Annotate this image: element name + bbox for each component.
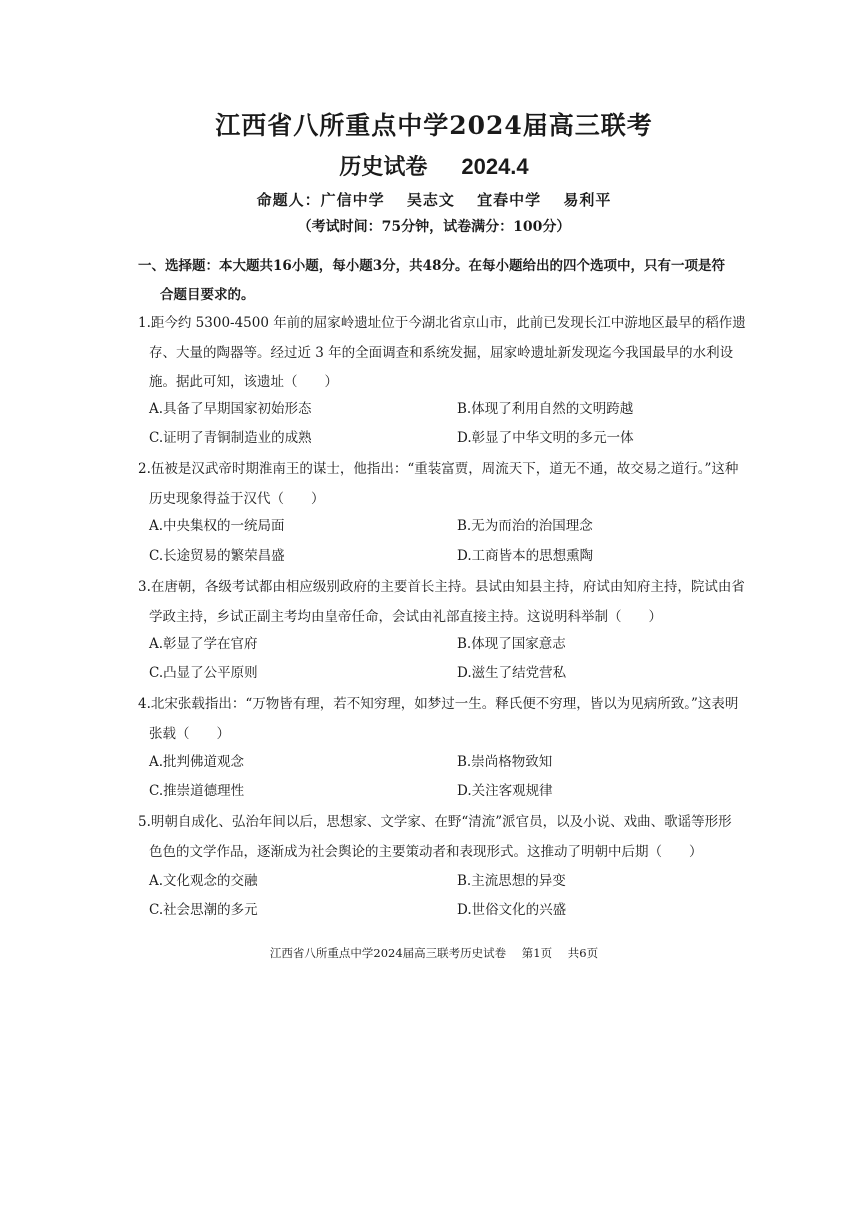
question-2-option-b: B.无为而治的治国理念 — [457, 518, 593, 534]
question-2-line-1: 2.伍被是汉武帝时期淮南王的谋士，他指出：“重装富贾，周流天下，道无不通，故交易之道行。”这种 — [138, 461, 739, 477]
question-2-line-2: 历史现象得益于汉代（ ） — [149, 490, 325, 507]
question-1 — [138, 309, 756, 398]
question-4-option-b: B.崇尚格物致知 — [457, 754, 553, 770]
setter-3: 宜春中学 — [477, 191, 542, 209]
question-4-line-2: 张载（ ） — [149, 725, 230, 742]
exam-info: （考试时间：75分钟，试卷满分：100分） — [297, 219, 571, 235]
question-5-option-b: B.主流思想的异变 — [457, 873, 566, 889]
question-1-line-3: 施。据此可知，该遗址（ ） — [149, 374, 338, 390]
question-5-option-c: C.社会思潮的多元 — [149, 902, 258, 918]
section-heading-line-1: 一、选择题：本大题共16小题，每小题3分，共48分。在每小题给出的四个选项中，只有一项是符 — [138, 258, 725, 274]
question-5-option-a: A.文化观念的交融 — [149, 873, 258, 889]
question-1-option-c: C.证明了青铜制造业的成熟 — [149, 430, 312, 446]
setter-4: 易利平 — [563, 191, 612, 209]
question-4-option-d: D.关注客观规律 — [457, 783, 553, 799]
question-3 — [138, 573, 756, 632]
section-heading-line-2: 合题目要求的。 — [160, 287, 255, 303]
question-4 — [138, 690, 756, 749]
question-1-option-a: A.具备了早期国家初始形态 — [149, 401, 312, 417]
exam-date: 2024.4 — [461, 154, 529, 179]
question-3-option-b: B.体现了国家意志 — [457, 636, 566, 652]
question-1-option-d: D.彰显了中华文明的多元一体 — [457, 430, 634, 446]
question-2-option-c: C.长途贸易的繁荣昌盛 — [149, 548, 285, 564]
footer-page-number: 第1页 — [521, 946, 553, 960]
question-4-option-c: C.推崇道德理性 — [149, 783, 245, 799]
footer-total-pages: 共6页 — [567, 946, 599, 960]
question-1-line-1: 1.距今约 5300-4500 年前的屈家岭遗址位于今湖北省京山市，此前已发现长江中游地区最早的稻作遗 — [138, 315, 746, 331]
question-5-line-1: 5.明朝自成化、弘治年间以后，思想家、文学家、在野“清流”派官员，以及小说、戏曲、歌谣等形形 — [138, 814, 732, 830]
question-2 — [138, 455, 756, 514]
footer-title: 江西省八所重点中学2024届高三联考历史试卷 — [269, 946, 507, 960]
question-2-option-a: A.中央集权的一统局面 — [149, 518, 285, 534]
setter-2: 吴志文 — [406, 191, 455, 209]
question-3-option-c: C.凸显了公平原则 — [149, 665, 258, 681]
setters-line — [0, 189, 868, 210]
question-5-line-2: 色色的文学作品，逐渐成为社会舆论的主要策动者和表现形式。这推动了明朝中后期（ ） — [149, 843, 703, 860]
subject-label: 历史试卷 — [339, 154, 428, 180]
question-4-option-a: A.批判佛道观念 — [149, 754, 245, 770]
question-1-line-2: 存、大量的陶器等。经过近 3 年的全面调查和系统发掘，屈家岭遗址新发现迄今我国最早的水利设 — [149, 344, 734, 361]
exam-subtitle — [0, 150, 868, 181]
question-5 — [138, 808, 756, 867]
question-3-option-d: D.滋生了结党营私 — [457, 665, 567, 681]
question-3-line-1: 3.在唐朝，各级考试都由相应级别政府的主要首长主持。县试由知县主持，府试由知府主持，院试由省 — [138, 579, 745, 595]
question-4-line-1: 4.北宋张载指出：“万物皆有理，若不知穷理，如梦过一生。释氏便不穷理，皆以为见病所致。”这表明 — [138, 696, 739, 712]
page-footer — [0, 945, 868, 961]
question-3-line-2: 学政主持，乡试正副主考均由皇帝任命，会试由礼部直接主持。这说明科举制（ ） — [149, 608, 662, 625]
setter-1: 命题人：广信中学 — [256, 191, 385, 209]
question-5-option-d: D.世俗文化的兴盛 — [457, 902, 567, 918]
exam-title: 江西省八所重点中学2024届高三联考 — [215, 111, 653, 140]
question-3-option-a: A.彰显了学在官府 — [149, 636, 258, 652]
question-2-option-d: D.工商皆本的思想熏陶 — [457, 548, 594, 564]
question-1-option-b: B.体现了利用自然的文明跨越 — [457, 401, 634, 417]
section-heading — [138, 252, 758, 310]
